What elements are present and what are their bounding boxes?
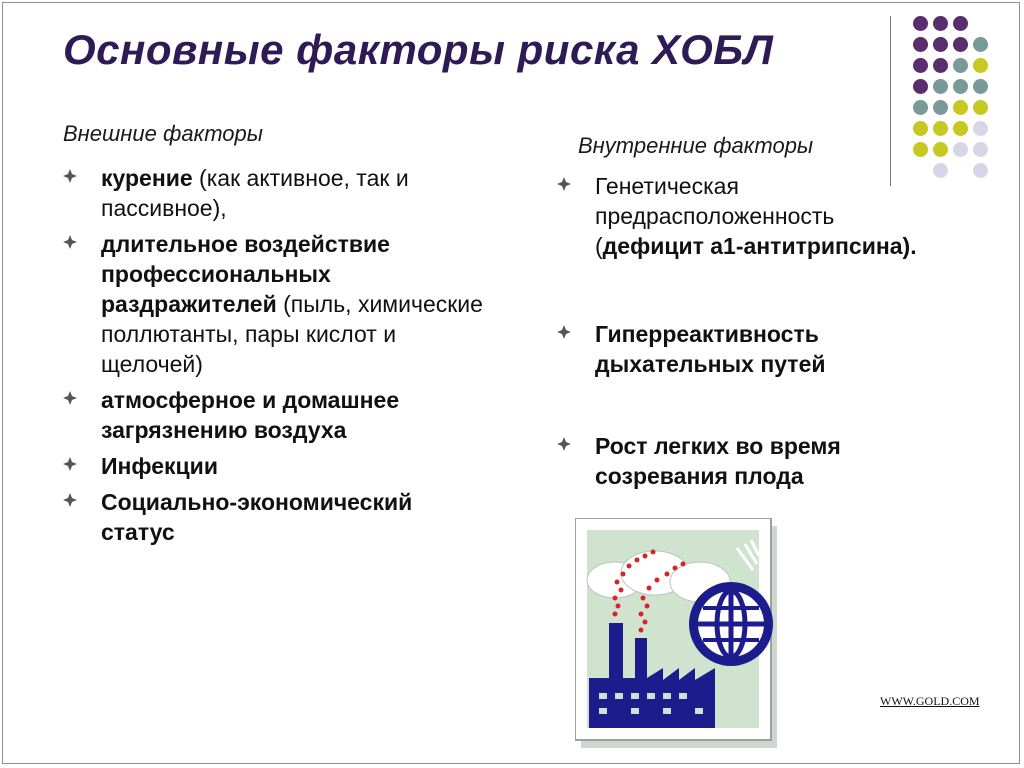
list-item bbox=[557, 431, 947, 491]
dot bbox=[953, 16, 968, 31]
dot bbox=[973, 142, 988, 157]
dot bbox=[973, 100, 988, 115]
list-item bbox=[557, 319, 947, 379]
item-normal: (пыль, химические поллютанты, пары кислот и щелочей) bbox=[101, 291, 483, 377]
item-bold: атмосферное и домашнее загрязнению воздуха bbox=[101, 387, 400, 443]
dot bbox=[913, 16, 928, 31]
diamond-bullet-icon bbox=[63, 493, 77, 507]
dot bbox=[973, 163, 988, 178]
list-item bbox=[63, 229, 483, 379]
diamond-bullet-icon bbox=[63, 391, 77, 405]
dot bbox=[953, 100, 968, 115]
dot bbox=[953, 142, 968, 157]
diamond-bullet-icon bbox=[63, 169, 77, 183]
dot bbox=[913, 142, 928, 157]
dot bbox=[973, 121, 988, 136]
globe-icon bbox=[689, 582, 773, 666]
diamond-bullet-icon bbox=[557, 437, 571, 451]
title-divider-line bbox=[890, 16, 891, 186]
list-item bbox=[63, 385, 483, 445]
external-factors-list bbox=[63, 163, 483, 553]
dot bbox=[933, 58, 948, 73]
dot bbox=[933, 100, 948, 115]
item-bold: Гиперреактивность дыхательных путей bbox=[595, 321, 826, 377]
dot bbox=[973, 79, 988, 94]
slide-title: Основные факторы риска ХОБЛ bbox=[63, 26, 774, 73]
corner-dots-decoration bbox=[905, 12, 995, 172]
dot bbox=[953, 79, 968, 94]
dot bbox=[913, 58, 928, 73]
dot bbox=[953, 58, 968, 73]
factory-globe-clipart bbox=[575, 518, 777, 748]
dot bbox=[933, 16, 948, 31]
item-bold: Социально-экономический статус bbox=[101, 489, 413, 545]
item-bold: Рост легких во время созревания плода bbox=[595, 433, 841, 489]
item-bold: курение bbox=[101, 165, 193, 191]
diamond-bullet-icon bbox=[63, 235, 77, 249]
dot bbox=[913, 121, 928, 136]
list-item bbox=[557, 171, 947, 261]
item-bold: Инфекции bbox=[101, 453, 218, 479]
list-item bbox=[63, 163, 483, 223]
list-item bbox=[63, 451, 483, 481]
dot bbox=[913, 79, 928, 94]
internal-factors-list bbox=[557, 171, 947, 491]
internal-factors-heading: Внутренние факторы bbox=[578, 133, 814, 158]
item-bold: длительное воздействие профессиональных раздражителей bbox=[101, 231, 390, 317]
diamond-bullet-icon bbox=[63, 457, 77, 471]
item-bold: дефицит а1-антитрипсина). bbox=[602, 233, 917, 259]
dot bbox=[913, 37, 928, 52]
diamond-bullet-icon bbox=[557, 177, 571, 191]
diamond-bullet-icon bbox=[557, 325, 571, 339]
item-normal: (как активное, так и пассивное), bbox=[101, 165, 409, 221]
external-factors-heading: Внешние факторы bbox=[63, 121, 263, 146]
dot bbox=[913, 100, 928, 115]
dot bbox=[973, 58, 988, 73]
source-url[interactable]: WWW.GOLD.COM bbox=[880, 694, 980, 708]
dot bbox=[933, 142, 948, 157]
list-item bbox=[63, 487, 483, 547]
dot bbox=[953, 37, 968, 52]
dot bbox=[933, 37, 948, 52]
dot bbox=[953, 121, 968, 136]
dot bbox=[933, 121, 948, 136]
item-normal: Генетическая предрасположенность ( bbox=[595, 173, 835, 259]
dot bbox=[933, 79, 948, 94]
dot bbox=[973, 37, 988, 52]
